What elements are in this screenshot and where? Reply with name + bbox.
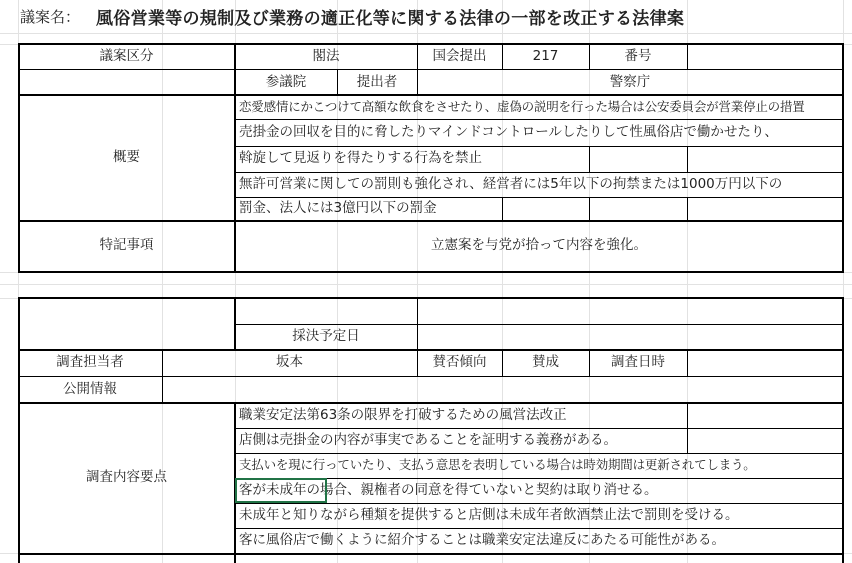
cell-tokki-label[interactable]: 特記事項 (99, 237, 154, 254)
youten-line-5[interactable]: 未成年と知りながら種類を提供すると店側は未成年者飲酒禁止法で罰則を受ける。 (239, 506, 739, 523)
cell-tokki-value[interactable]: 立憲案を与党が拾って内容を強化。 (431, 237, 647, 254)
cell-bango-label[interactable]: 番号 (624, 48, 652, 65)
cell-vote-date-value[interactable] (417, 324, 843, 350)
cell-kokkai-value[interactable]: 217 (532, 48, 559, 65)
cell-teishutsusha-label[interactable]: 提出者 (356, 73, 398, 90)
cell-house[interactable]: 参議院 (265, 73, 307, 90)
cell-sanpi-label[interactable]: 賛否傾向 (432, 354, 487, 371)
cell-koukai-label[interactable]: 公開情報 (63, 380, 117, 397)
cell-sanpi-value[interactable]: 賛成 (532, 354, 559, 371)
youten-line-6[interactable]: 客に風俗店で働くように紹介することは職業安定法違反にあたる可能性がある。 (239, 531, 725, 548)
bill-name-label: 議案名： (20, 7, 81, 26)
cell-chousa-date-label[interactable]: 調査日時 (611, 354, 665, 371)
youten-line-4[interactable]: 客が未成年の場合、親権者の同意を得ていないと契約は取り消せる。 (239, 481, 658, 498)
cell-kubun-value[interactable]: 閣法 (312, 48, 340, 65)
cell-blank[interactable] (235, 298, 417, 324)
gaiyou-line-4[interactable]: 無許可営業に関しての罰則も強化され、経営者には5年以下の拘禁または1000万円以下の (239, 175, 783, 192)
gaiyou-line-2[interactable]: 売掛金の回収を目的に脅したりマインドコントロールしたりして性風俗店で働かせたり、 (239, 123, 778, 140)
youten-line-3[interactable]: 支払いを現に行っていたり、支払う意思を表明している場合は時効期間は更新されてしまう。 (239, 457, 756, 473)
cell-kubun-label[interactable]: 議案区分 (99, 48, 154, 65)
cell-koukai-value[interactable] (162, 376, 843, 403)
gaiyou-line-3[interactable]: 斡旋して見返りを得たりする行為を禁止 (239, 150, 482, 167)
cell-bango-value[interactable] (687, 44, 843, 70)
cell-youten-label[interactable]: 調査内容要点 (86, 469, 167, 486)
cell-tantou-label[interactable]: 調査担当者 (56, 354, 124, 371)
cell-blank-merged[interactable] (18, 298, 235, 350)
gaiyou-line-5[interactable]: 罰金、法人には3億円以下の罰金 (239, 199, 437, 216)
gaiyou-line-1[interactable]: 恋愛感情にかこつけて高額な飲食をさせたり、虚偽の説明を行った場合は公安委員会が営業停止の措置 (239, 98, 805, 114)
cell-teishutsusha-value[interactable]: 警察庁 (609, 73, 651, 90)
cell-kokkai-label[interactable]: 国会提出 (432, 48, 487, 65)
youten-line-1[interactable]: 職業安定法第63条の限界を打破するための風営法改正 (239, 406, 567, 423)
bill-name-value[interactable]: 風俗営業等の規制及び業務の適正化等に関する法律の一部を改正する法律案 (96, 8, 685, 29)
cell-vote-date-label[interactable]: 採決予定日 (292, 328, 360, 345)
cell-gaiyou-label[interactable]: 概要 (113, 148, 140, 165)
cell-chousa-date-value[interactable] (687, 350, 843, 376)
active-cell-selection[interactable] (235, 478, 327, 503)
youten-line-2[interactable]: 店側は売掛金の内容が事実であることを証明する義務がある。 (239, 431, 617, 448)
cell-empty[interactable] (18, 70, 235, 95)
cell-blank[interactable] (417, 298, 843, 324)
cell-tantou-value[interactable]: 坂本 (276, 354, 303, 371)
